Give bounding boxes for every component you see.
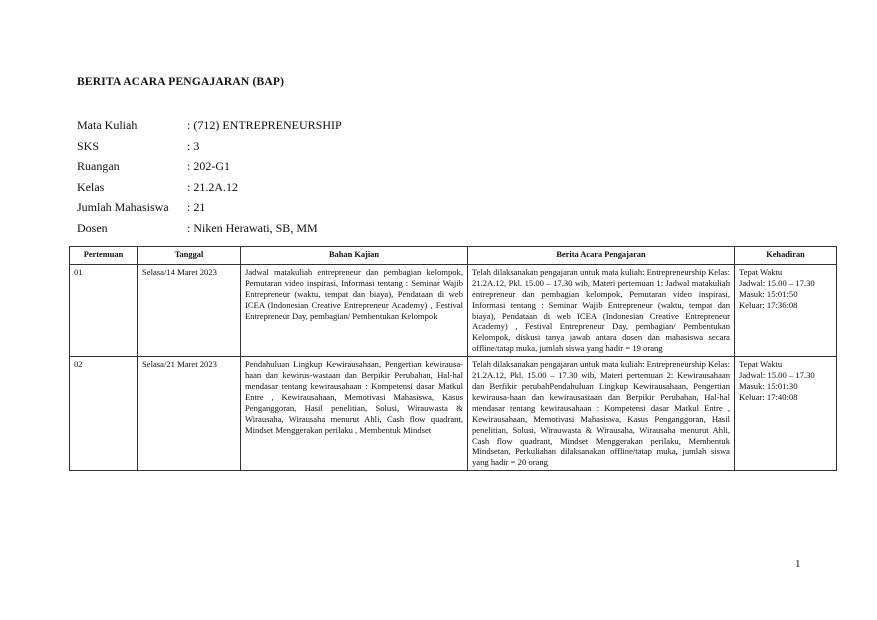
cell-berita-acara: Telah dilaksanakan pengajaran untuk mata kuliah: Entrepreneurship Kelas: 21.2A.12, Pkl. 15.00 – 17.30 wib, Materi pertemuan 1: Jadwal matakuliah entrepreneur dan pembagian kelompok, Pemutaran video inspirasi, Informasi tentang : Seminar Wajib Entrepreneur (waktu, tempat dan biaya), Pendataan di web ICEA (Indonesian Creative Entrepreneur Academy) , Festival Entrepreneur Day, pembagian/ Pembentukan Kelompok, diskusi tanya jawab antara dosen dan mahasiswa secara offline/tatap muka, jumlah siswa yang hadir = 19 orang xyxy=(468,264,735,356)
bap-table xyxy=(69,246,837,471)
document-title: BERITA ACARA PENGAJARAN (BAP) xyxy=(77,76,285,88)
meta-value: : Niken Herawati, SB, MM xyxy=(187,220,318,235)
table-header-row xyxy=(70,247,837,265)
attendance-status: Tepat Waktu xyxy=(739,266,783,277)
attendance-schedule: Jadwal: 15.00 – 17.30 xyxy=(739,370,815,381)
page-number: 1 xyxy=(795,558,801,570)
cell-berita-acara: Telah dilaksanakan pengajaran untuk mata kuliah: Entrepreneurship Kelas: 21.2A.12, Pkl. 15.00 – 17.30 wib, Materi pertemuan 2: Kewirausahaan dan Berfikir perubahPendahuluan Lingkup Kewirausahaan, Pengertian kewirausa-haan dan kewirausastaan dan Berpikir Perubahan, Hal-hal mendasar tentang kewirausahaan : Kompetensi dasar Matkul Entre , Kewirausahaan, Memotivasi Mahasiswa, Kasus Penganggoran, Hasil penelitian, Solusi, Wirauwasta & Wirausaha, Wirausaha menurut Ahli, Cash flow quadrant, Mindset Menggerakan perilaku, Membentuk Mindsetan, Perkuliahan dilaksanakan offline/tatap muka, jumlah siswa yang hadir = 20 orang xyxy=(468,357,735,471)
meta-label: Mata Kuliah xyxy=(77,118,138,132)
cell-bahan-kajian: Jadwal matakuliah entrepreneur dan pembagian kelompok, Pemutaran video inspirasi, Informasi tentang : Seminar Wajib Entrepreneur (waktu, tempat dan biaya), Pendataan di web ICEA (Indonesian Creative Entrepreneur Academy) , Festival Entrepreneur Day, pembagian/ Pembentukan Kelompok xyxy=(241,264,468,356)
table-row xyxy=(70,357,837,471)
meta-value: : 3 xyxy=(187,138,200,153)
header-kehadiran: Kehadiran xyxy=(735,247,837,265)
meta-label: Jumlah Mahasiswa xyxy=(77,200,169,214)
cell-kehadiran xyxy=(735,264,837,356)
attendance-in: Masuk: 15:01:30 xyxy=(739,380,798,391)
meta-label: Kelas xyxy=(77,179,105,194)
meta-value: : 21.2A.12 xyxy=(187,179,238,194)
meta-label: Dosen xyxy=(77,220,108,235)
meta-value: : (712) ENTREPRENEURSHIP xyxy=(187,118,342,132)
cell-pertemuan: 02 xyxy=(70,357,138,471)
cell-tanggal: Selasa/14 Maret 2023 xyxy=(138,264,241,356)
cell-kehadiran xyxy=(735,357,837,471)
attendance-schedule: Jadwal: 15.00 – 17.30 xyxy=(739,277,815,288)
header-pertemuan: Pertemuan xyxy=(70,247,138,265)
meta-value: : 21 xyxy=(187,200,206,214)
table-row xyxy=(70,264,837,356)
cell-bahan-kajian: Pendahuluan Lingkup Kewirausahaan, Pengertian kewirausa-haan dan kewirus-wastaan dan Berpikir Perubahan, Hal-hal mendasar tentang kewirausahaan : Kompetensi dasar Matkul Entre , Kewirausahaan, Memotivasi Mahasiswa, Kasus Penganggoran, Hasil penelitian, Solusi, Wirauwasta & Wirausaha, Wirausaha menurut Ahli, Cash flow quadrant, Mindset Menggerakan perilaku , Membentuk Mindset xyxy=(241,357,468,471)
meta-label: Ruangan xyxy=(77,159,120,173)
attendance-out: Keluar: 17:36:08 xyxy=(739,299,798,310)
cell-tanggal: Selasa/21 Maret 2023 xyxy=(138,357,241,471)
meta-label: SKS xyxy=(77,138,100,153)
attendance-out: Keluar: 17:40:08 xyxy=(739,391,798,402)
meta-value: : 202-G1 xyxy=(187,159,230,173)
cell-pertemuan: 01 xyxy=(70,264,138,356)
attendance-status: Tepat Waktu xyxy=(739,359,783,370)
header-bahan-kajian: Bahan Kajian xyxy=(241,247,468,265)
header-berita-acara: Berita Acara Pengajaran xyxy=(468,247,735,265)
header-tanggal: Tanggal xyxy=(138,247,241,265)
attendance-in: Masuk: 15:01:50 xyxy=(739,288,798,299)
